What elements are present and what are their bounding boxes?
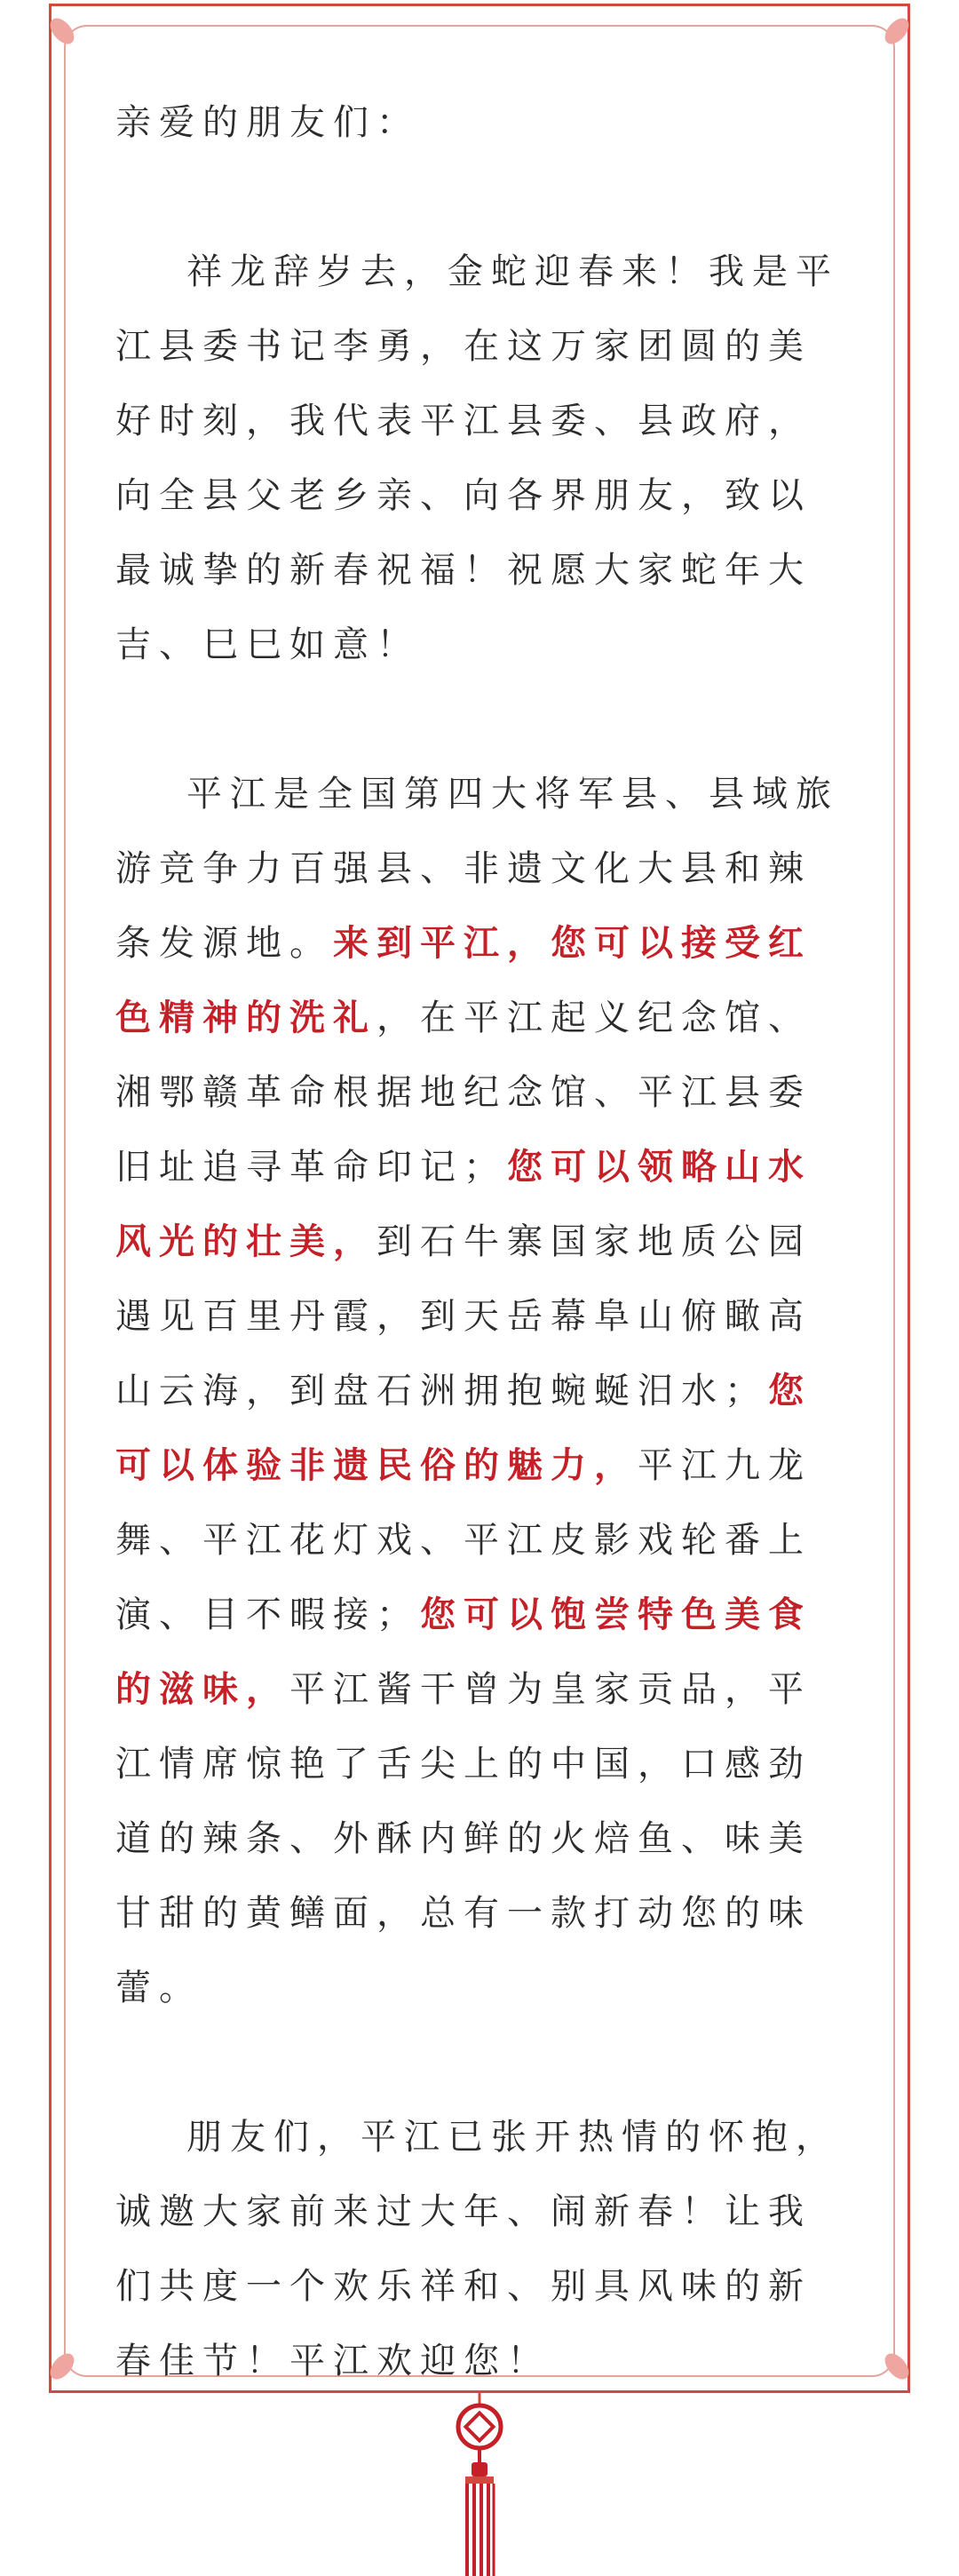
new-year-letter (115, 85, 844, 2398)
highlight-text: 来到平江，您可以接受红色精神的洗礼 (115, 923, 812, 1038)
letter-paragraph-1: 祥龙辞岁去，金蛇迎春来！我是平江县委书记李勇，在这万家团圆的美好时刻，我代表平江县委、县政府，向全县父老乡亲、向各界朋友，致以最诚挚的新春祝福！祝愿大家蛇年大吉、巳巳如意！ (115, 251, 839, 665)
letter-paragraph-3: 朋友们，平江已张开热情的怀抱，诚邀大家前来过大年、闹新春！让我们共度一个欢乐祥和、别具风味的新春佳节！平江欢迎您！ (115, 2117, 839, 2381)
paragraph-text: ，在平江起义纪念馆、湘鄂赣革命根据地纪念馆、平江县委旧址追寻革命印记； (115, 998, 812, 1188)
paragraph-text: 平江九龙舞、平江花灯戏、平江皮影戏轮番上演、目不暇接； (115, 1445, 812, 1635)
chinese-knot-icon (453, 2391, 506, 2576)
paragraph-text: 平江酱干曾为皇家贡品，平江情席惊艳了舌尖上的中国，口感劲道的辣条、外酥内鲜的火焙鱼、味美甘甜的黄鳝面，总有一款打动您的味蕾。 (115, 1669, 812, 2008)
paragraph-text: 平江是全国第四大将军县、县域旅游竞争力百强县、非遗文化大县和辣条发源地。 (115, 774, 839, 964)
letter-greeting: 亲爱的朋友们： (115, 102, 420, 143)
paragraph-text: 到石牛寨国家地质公园遇见百里丹霞，到天岳幕阜山俯瞰高山云海，到盘石洲拥抱蜿蜒汨水； (115, 1221, 812, 1411)
letter-paragraph-2 (115, 757, 844, 2025)
highlight-text: 您可以体验非遗民俗的魅力， (115, 1371, 812, 1486)
highlight-text: 您可以饱尝特色美食的滋味， (115, 1594, 812, 1710)
highlight-text: 您可以领略山水风光的壮美， (115, 1147, 812, 1262)
